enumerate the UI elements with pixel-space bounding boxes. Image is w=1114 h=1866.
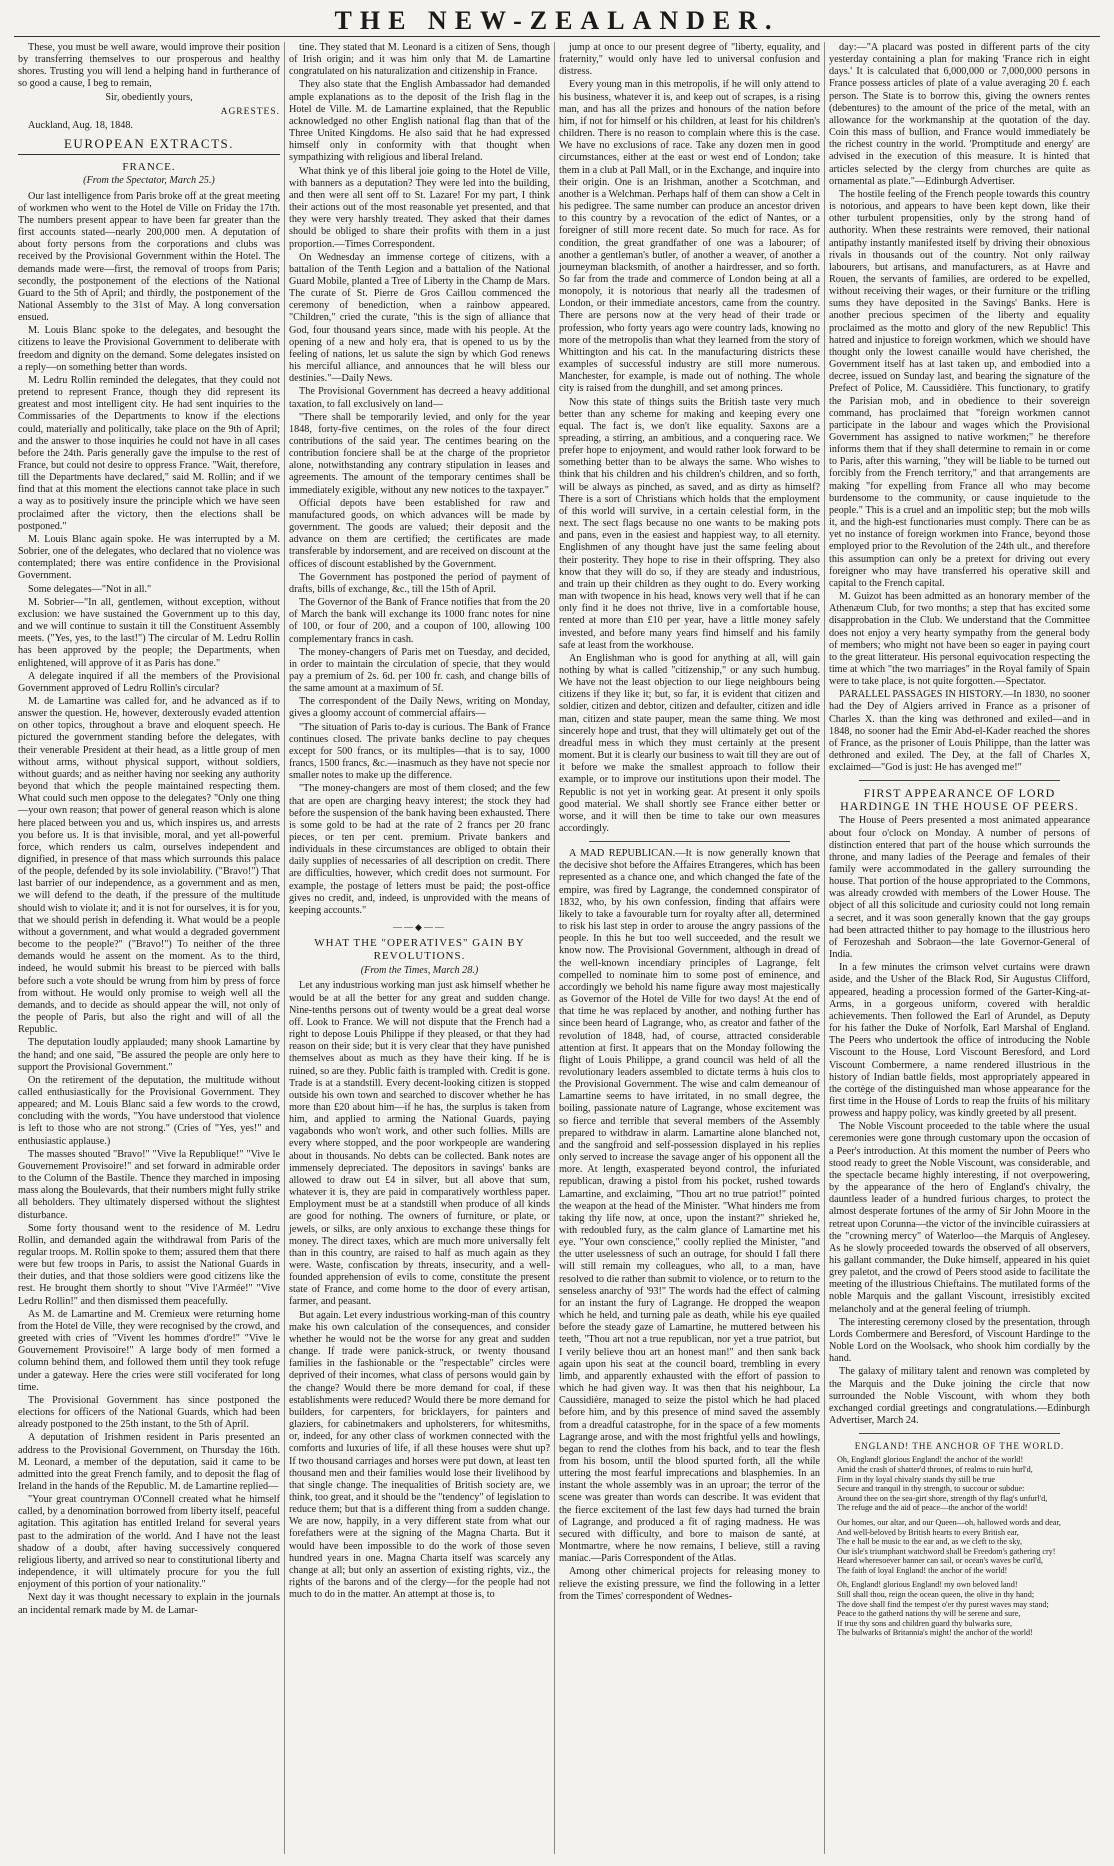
article-chimerical-projects: Among other chimerical projects for releasing money to relieve the existing pressure, we find the following in a letter from the Times' correspondent of Wednes- (559, 1566, 820, 1602)
article-paragraph: "The money-changers are most of them closed; and the few that are open are charging heavy interest; the stock they had before the suspension of the bank having been exhausted. There is some gold to be had at the rate of 2 francs per 20 franc pieces, or ten per cent. premium. Private bankers and individuals in these circumstances are obliged to obtain their daily supplies of necessaries of all description on credit. There are difficulties, however, which credit does not surmount. For example, the postage of letters must be paid; the post-office gives no credit, and, indeed, is unprovided with the means of keeping accounts." (289, 783, 550, 916)
poem-line: The e hall be music to the ear and, as we cleft to the sky, (837, 1537, 1022, 1547)
article-paragraph: Some delegates—"Not in all." (28, 583, 152, 595)
article-paragraph: Official depots have been established for raw and manufactured goods, on which advances will be made by government. The goods are valued; their deposit and the advance on them are certified; the certificates are made transferable by indorsement, and are received on discount at the offices of discount established by the Government. (289, 497, 550, 570)
article-paragraph: What think ye of this liberal joie going to the Hotel de Ville, with banners as a deputation? They were led into the building, and then were all sent off to St. Lazare! For my part, I think their actions out of the most reasonable yet presented, and that they were very harshly treated. They asked that their dames should be obliged to share their profits with them in a just proportion.—Times Correspondent. (289, 165, 550, 250)
article-source: (From the Spectator, March 25.) (83, 175, 215, 187)
section-title-european-extracts: EUROPEAN EXTRACTS. (18, 138, 280, 155)
article-body-operatives (289, 980, 550, 1601)
section-divider (589, 841, 790, 842)
article-body-operatives-continued (559, 42, 820, 835)
letter-close: Sir, obediently yours, (105, 91, 193, 103)
article-paragraph: The hostile feeling of the French people towards this country is notorious, and appears to have been kept down, like their other turbulent propensities, only by the strong hand of authority. When these restraints were removed, their national antipathy instantly manifested itself by driving their obnoxious rivals in thousands out of the country. Not only railway labourers, but artisans, and manufacturers, as at Havre and Rouen, the servants of families, are ordered to be expelled, without receiving their wages, or their furniture or the trifling sums they have deposited in the Savings' Banks. Here is another precious specimen of the liberty and equality proclaimed as the motto and glory of the new Republic! This hatred and injustice to foreign workmen, which we should have thought only the lowest canaille would have cherished, the Government itself has at last taken up, and embodied into a decree, issued on Sunday last, and bearing the signature of the Prefect of Police, M. Caussidière. This functionary, to gratify the Parisian mob, and in obedience to their sovereign command, has proclaimed that "foreign workmen cannot participate in the labour and wages which the Provisional Government has assigned to native workmen;" he therefore informs them that if they shall determine to remain in or come to Paris, after this warning, "they will be liable to be turned out forcibly from the French territory," and that arrangements are making "for expelling from France all who may become burdensome to the community, or cause inquietude to the people." This is a cruel and an impolitic step; but the mob wills it, and the high-est functionaries must comply. There can be as yet no instance of foreign workmen into France, beyond those employed prior to the Revolution of the 24th ult., and therefore this assumption can only be a pretext for driving out every foreigner who may have transferred his operative skill and capital to the French capital. (829, 188, 1090, 589)
article-paragraph: The Government has postponed the period of payment of drafts, bills of exchange, &c., till the 15th of April. (289, 571, 550, 595)
article-title-lord-hardinge: FIRST APPEARANCE OF LORD HARDINGE IN THE HOUSE OF PEERS. (840, 786, 1079, 814)
poem-line: The refuge and the aid of peace—the anchor of the world! (837, 1503, 1028, 1513)
newspaper-title: THE NEW-ZEALANDER. (334, 6, 780, 35)
poem-title: ENGLAND! THE ANCHOR OF THE WORLD. (854, 1441, 1065, 1452)
article-paragraph: "Your great countryman O'Connell created what he himself called, by a denomination borrowed from liberty itself, peaceful agitation. This agitation has entitled Ireland for several years past to the admiration of the world. And I have not the least shadow of a doubt, after having successively conquered religious liberty, and arrived so near to constitutional liberty and independence, it will ultimately procure for you the full enjoyment of this portion of your nationality." (18, 1494, 280, 1591)
masthead-rule (14, 36, 1100, 37)
poem-line: Firm in thy loyal chivalry stands thy still be true (837, 1474, 996, 1484)
poem-line: Peace to the gatherd nations thy will be serene and sure, (837, 1609, 1021, 1619)
article-title-operatives: WHAT THE "OPERATIVES" GAIN BY REVOLUTIONS. (314, 937, 525, 963)
section-divider: ——◆—— (393, 922, 446, 933)
article-source: (From the Times, March 28.) (360, 965, 479, 977)
poem-line: The faith of loyal England! the anchor of the world! (837, 1565, 1008, 1575)
article-paragraph: Let any industrious working man just ask himself whether he would be at all the better for any great and sudden change. Nine-tenths persons out of twenty would be a great deal worse off. Look to France. We will not dispute that the French had a right to depose Louis Philippe if they pleased, or that they had reason on their side; but it is very clear that they have punished themselves about as much as they have their king. If he is ruined, so are they. Public faith is trampled with. Credit is gone. Trade is at a standstill. Every decent-looking citizen is stopped outside his own town and searched to discover whether he has more than £20 about him—if he has, the surplus is taken from him, and applied to arming the National Guards, paying vagabonds who won't work, and other such follies. Mills are every where stopped, and the poor workpeople are wandering about in thousands. No debts can be collected. Bank notes are immensely depreciated. The depositors in savings' banks are allowed to draw out £4 in silver, but all above that sum, whatever it is, they are paid in comparatively worthless paper. Employment must be at a standstill when produce of all kinds are good for nothing. The owners of furniture, or plate, or jewels, or silks, are only anxious to exchange these things for money. The direct taxes, which are much more universally felt than in this country, are raised to half as much again as they were. Waste, confiscation by threats, insecurity, and a well-founded apprehension of evils to come, constitute the present state of France, and come home to the door of every artisan, farmer, and peasant. (289, 980, 550, 1308)
article-paragraph: A delegate inquired if all the members of the Provisional Government approved of Ledru Rollin's circular? (18, 670, 280, 694)
newspaper-columns (14, 42, 1100, 1854)
column-3 (554, 42, 824, 1854)
article-paragraph: M. Sobrier—"In all, gentlemen, without exception, without exclusion: we have sustained the Government up to this day, and we will continue to sustain it till the Constituent Assembly meets. ("Yes, yes, to the last!") The circular of M. Ledru Rollin has been approved by the people; the Departments, when enlightened, will approve of it as Paris has done." (18, 596, 280, 669)
section-divider (859, 1433, 1060, 1434)
article-paragraph: "The situation of Paris to-day is curious. The Bank of France continues closed. The private banks decline to pay cheques except for 500 francs, or its multiples—that is to say, 1000 francs, 1500 francs, &c.—inasmuch as they have not specie nor smaller notes to make up the difference. (289, 721, 550, 782)
article-paragraph: day:—"A placard was posted in different parts of the city yesterday containing a plan for making 'France rich in eight days.' It is calculated that 6,000,000 or 7,000,000 persons in France possess articles of plate of a value averaging 20 f. each person. The State is to borrow this, giving the owners rentes (debentures) to the amount of the price of the metal, with an allowance for the workmanship at the quotation of the day. Coin this mass of bullion, and France would immediately be the richest country in the world. 'Promptitude and energy' are advised in the execution of this measure. It is hinted that articles selected by the clergy from churches are quite as ornamental as plate."—Edinburgh Advertiser. (829, 42, 1090, 187)
poem-line: Our isle's triumphant watchword shall be Freedom's gathering cry! (837, 1546, 1056, 1556)
article-title-france: FRANCE. (122, 161, 176, 174)
article-paragraph: M. Guizot has been admitted as an honorary member of the Athenæum Club, for two months; a step that has excited some disapprobation in the Club. We understand that the Committee does not enjoy a very hearty sympathy from the general body of members; who might not have been so eager in paying court to the great litterateur. His personal equivocation respecting the time at which "the two marriages" in the Royal family of Spain were to take place, is not quite forgotten.—Spectator. (829, 591, 1090, 688)
article-body-miscellany (829, 42, 1090, 774)
poem-stanza (837, 1455, 1090, 1513)
poem-line: Heard wheresoever banner can sail, or ocean's waves be curl'd, (837, 1556, 1043, 1566)
poem-line: If true thy sons and children guard thy bulwarks sure, (837, 1618, 1013, 1628)
letter-date: Auckland, Aug. 18, 1848. (28, 119, 133, 131)
poem-line: The bulwarks of Britannia's might! the anchor of the world! (837, 1628, 1033, 1638)
article-paragraph: The Noble Viscount proceeded to the table where the usual ceremonies were gone through customary upon the occasion of a Peer's introduction. At this moment the number of Peers who stood ready to greet the Noble Viscount, was considerable, and the spectacle became highly interesting, if not overpowering, by the appearance of the hero of England's chivalry, the dauntless leader of a hundred furious charges, to protect the almost desperate fortunes of the army of Sir John Moore in the retreat upon Corunna—the victor of the invincible cuirassiers at the "crowning mercy" of Waterloo—the Marquis of Anglesey. As he slowly proceeded towards the observed of all observers, his gallant commander, the Duke himself, appeared in his quiet grey paletot, and the crowd of Peers stood aside to facilitate the meeting of the illustrious Chieftains. The mutilated forms of the noble Marquis and the gallant Viscount, irresistibly excited melancholy and at the general feeling of triumph. (829, 1121, 1090, 1315)
article-body-france-continued (289, 42, 550, 917)
article-paragraph: They also state that the English Ambassador had demanded ample explanations as to the deposit of the Irish flag in the Hotel de Ville. M. de Lamartine explained, that the Republic acknowledged no other English national flag than that of the Three United Kingdoms. He also said that he had expressed himself only in conformity with that thought when sympathizing with religious and liberal Ireland. (289, 79, 550, 164)
article-paragraph: The interesting ceremony closed by the presentation, through Lords Combermere and Beresford, of Viscount Hardinge to the Noble Lord on the Woolsack, who shook him cordially by the hand. (829, 1316, 1090, 1365)
letter-paragraph: These, you must be well aware, would improve their position by transferring themselves to our prosperous and healthy shores. Trusting you will lend a helping hand in furtherance of so good a cause, I beg to remain, (18, 42, 280, 90)
article-body-lord-hardinge (829, 815, 1090, 1427)
poem-stanza (837, 1580, 1090, 1638)
poem-line: The dove shall find the tempest o'er thy purest waves may stand; (837, 1599, 1049, 1609)
article-paragraph: In a few minutes the crimson velvet curtains were drawn aside, and the Usher of the Black Rod, Sir Augustus Clifford, appeared, heading a procession formed of the Garter-King-at-Arms, in a gorgeous uniform, covered with heraldic achievements. Then followed the Earl of Arundel, as Deputy for his father the Duke of Norfolk, Earl Marshal of England. The Peers who undertook the office of introducing the Noble Viscount to the House, Lord Viscount Beresford, and Lord Viscount Combermere, a name rendered illustrious in the history of Indian battle fields, most appropriately appeared in the cortège of the distinguished man whose appearance for the first time in the House of Lords to reap the fruits of his military prowess and happy policy, was kindly greeted by all present. (829, 962, 1090, 1120)
letter-body (18, 42, 280, 132)
article-paragraph: Now this state of things suits the British taste very much better than any scheme for making and keeping every one equal. The fact is, we don't like equality. Saxons are a spreading, a stirring, an ambitious, and a conquering race. We prefer hope to enjoyment, and would rather look forward to be something better than to be always the same. Who wishes to think that his children and his children's children, and so forth, will be always as pinched, as saved, and as dirty as himself? There is a sort of Christians which holds that the employment of this world will survive, in a certain celestial form, in the next. The sect flags because no one wants to be making pots and pans, even in the easiest and happiest way, to all eternity. Englishmen of any thought have just the same feeling about their posterity. They hope to rise in their offspring. They also know that they will do so, if they are steady and industrious, and train up their children as they ought to do. Every working man with twopence in his head, knows very well that if he can only find it he does not thrive, live in a comfortable house, rented at more than £10 per year, have a little money safely invested, and before many years find himself and his family safe at least from the workhouse. (559, 396, 820, 651)
article-paragraph: The Governor of the Bank of France notifies that from the 20 of March the bank will exchange its 1000 franc notes for nine of 100, or four of 200, and a coupon of 100, allowing 100 complementary francs in cash. (289, 597, 550, 645)
column-4 (824, 42, 1094, 1854)
column-1 (14, 42, 284, 1854)
poem-line: Around thee on the sea-girt shore, strength of thy flag's unfurl'd, (837, 1493, 1048, 1503)
article-paragraph: Some forty thousand went to the residence of M. Ledru Rollin, and demanded again the withdrawal from Paris of the regular troops. M. Rollin spoke to them; assured them that there were but few troops in Paris, to assist the National Guards in their duties, and that those soldiers were good citizens like the rest. He brought them shortly to shout "Vive l'Armée!" "Vive Ledru Rollin!" and then dismissed them peacefully. (18, 1222, 280, 1307)
article-paragraph: But again. Let every industrious working-man of this country make his own calculation of the consequences, and consider whether he would not be the worse for any great and sudden change. If trade were panick-struck, or twenty thousand families in the fashionable or the "respectable" circles were deprived of their incomes, what class of persons would gain by the change? Would there be more demand for coal, if these establishments were reduced? Would there be more demand for builders, for carpenters, for bricklayers, for painters and glaziers, for cabinetmakers and upholsterers, for whitesmiths, or, indeed, for any other class of workmen connected with the comforts and luxuries of life, if all these houses were shut up? If two thousand carriages and horses were put down, at least ten thousand men and their families would lose their livelihood by that single change. The inequalities of British society are, we think, too great, and it should be the "tendency" of legislation to reduce them; but that is a different thing from a sudden change. We are now, happily, in a very different state from what our forefathers were at the signing of the Magna Charta. But it would have been impossible to do the work of those seven hundred years in one. Magna Charta itself was scarcely any change at all; but only an assertion of existing rights, viz., the rights of the barons and of the clergy—for the people had not much to do in the matter. An attempt at those is, to (289, 1309, 550, 1601)
poem-line: Amid the crash of shatter'd thrones, of realms to ruin hurl'd, (837, 1464, 1033, 1474)
article-paragraph: A deputation of Irishmen resident in Paris presented an address to the Provisional Government, on Thursday the 16th. M. Leonard, a member of the deputation, said it came to be admitted into the great French family, and to deposit the flag of Ireland in the hands of the Republic. M. de Lamartine replied— (18, 1432, 280, 1492)
poem-line: Oh, England! glorious England! the anchor of the world! (837, 1455, 1024, 1465)
poem-line: Still shall thou, reign the ocean queen, the olive in thy hand; (837, 1590, 1035, 1600)
article-paragraph: On Wednesday an immense cortege of citizens, with a battalion of the Tenth Legion and a battalion of the National Guard Mobile, planted a Tree of Liberty in the Champ de Mars. The curate of St. Pierre de Gros Caillou commenced the ceremony of benediction, when a rainbow appeared. "Children," cried the curate, "this is the sign of alliance that God, four thousand years since, made with his people. At the opening of a new and holy era, that is opened to us by the feeling of nations, let us salute the sign by which God renews his merciful alliance, and announces that he will bless our destinies."—Daily News. (289, 251, 550, 385)
article-paragraph: As M. de Lamartine and M. Cremieux were returning home from the Hotel de Ville, they were recognised by the crowd, and greeted with cries of "Vivent les hommes d'ordre!" "Vive le Gouvernement Provisoire!" A large body of men formed a column behind them, and followed them until they took refuge under a gateway. Here the cries were still vociferated for long time. (18, 1308, 280, 1393)
article-paragraph: M. de Lamartine was called for, and he advanced as if to answer the question. He, however, dexterously evaded attention on other topics, throughout a brave and eloquent speech. He pictured the government standing before the delegates, with their venerable President at their head, as a little group of men without arms, without physical support, without soldiers, without guards; and as neither having nor seeking any authority beyond that which the people maintained respecting them. What could such men oppose to the delegates? "Only one thing—your own reason; that power of general reason which is alone here placed between you and us, which inspires us, and arrests you before us. It is that invisible, moral, and yet all-powerful force, which renders us calm, ourselves independent and dignified, in presence of that mass which surrounds this palace of the people, defended by its sole inviolability. ("Bravo!") That last barrier of our independence, as a government and as men, we will defend to the death, if the pressure of the multitude should wish to violate it; and it is not for ourselves, it is for you, that we should perish in defending it. What would be a people without a government, and what would a degraded government become to the people?" ("Bravo!") To neither of the three demands would he assent on the moment. As to the third, indeed, he would submit his breast to be pierced with balls before such a vote should be wrung from him by press of force from without. He would only promise to weigh well all the demands, and to decide as should appear the will, not only of the people of Paris, but also the right and will of all the Republic. (18, 695, 280, 1036)
article-paragraph: The deputation loudly applauded; many shook Lamartine by the hand; and one said, "Be assured the people are only here to support the Provisional Government." (18, 1037, 280, 1073)
article-paragraph: The Provisional Government has decreed a heavy additional taxation, to fall exclusively on land— (289, 386, 550, 410)
article-body-france (18, 191, 280, 1617)
poem-body (829, 1455, 1090, 1638)
article-paragraph: M. Ledru Rollin reminded the delegates, that they could not pretend to represent France, though they did represent its greatest and most intelligent city. He had sent inquiries to the Commissaries of the Departments to know if the elections could, materially and politically, take place on the 9th of April; and the answer to those inquiries he could not have in all cases before the 24th. Paris generally gave the impulse to the rest of France, but could not desire to oppress France. "Wait, therefore, till the Departments have declared," said M. Rollin; and if we find that at this moment the elections cannot take place in such a way as to positively insure the principle which we have seen proclaimed after the victory, then the elections shall be postponed." (18, 374, 280, 532)
article-paragraph: jump at once to our present degree of "liberty, equality, and fraternity," would only have led to universal confusion and distress. (559, 42, 820, 78)
poem-line: Our homes, our altar, and our Queen—oh, hallowed words and dear, (837, 1517, 1061, 1527)
poem-line: And well-beloved by British hearts to every British ear, (837, 1527, 1019, 1537)
article-paragraph: The House of Peers presented a most animated appearance about four o'clock on Monday. A number of persons of distinction entered that part of the house which surrounds the throne, and many ladies of the Peerage and females of their family were accommodated in the gallery surrounding the house. That portion of the house appropriated to the Commons, was already crowded with members of the Lower House. The object of all this solicitude and curiosity could not long remain a secret, and it was soon generally known that the gay groups had been attracted thither to pay homage to the illustrious hero of Ferozeshah and Sobraon—the late Governor-General of India. (829, 815, 1090, 961)
column-2 (284, 42, 554, 1854)
article-paragraph: Every young man in this metropolis, if he will only attend to his business, whatever it is, and keep out of scrapes, is a rising man, and has all the prizes and honours of the nation before him, if not for himself or his children, at least for his children's children. There is no reason to complain where this is the case. We have no exclusions of race. Take any dozen men in good circumstances, either at the east or west end of London; take them in a club at Pall Mall, or in the Exchange, and inquire into their origin. One is an Irishman, another a Scotchman, and another is a Welchman. Perhaps half of them can show a Celt in his pedigree. The same number can produce an ancestor driven to this country by a revocation of the edict of Nantes, or a foreigner of still more recent date. So much for race. As for condition, the great grandfather of one was a labourer; of another a gentleman's butler, of another a weaver, of another a journeyman blacksmith, of another a hairdresser, and so forth. So far from the trade and commerce of London being at all a monopoly, it is notorious that nearly all the tradesmen of London, or their immediate ancestors, came from the country. There are persons now at the very head of their trade or profession, who forty years ago were country lads, knowing no more of the metropolis than what they learned from the story of Whittington and his cat. In the manufacturing districts these examples of successful industry are still more numerous. Manchester, for example, is made out of nothing. The whole city is raised from the dunghill, and set among princes. (559, 79, 820, 395)
article-paragraph: The money-changers of Paris met on Tuesday, and decided, in order to maintain the circulation of specie, that they would pay a premium of 2s. 6d. per 100 fr. cash, and change bills of the same amount at a maximum of 5f. (289, 646, 550, 695)
article-paragraph: On the retirement of the deputation, the multitude without called enthusiastically for the Provisional Government. They appeared; and M. Louis Blanc said a few words to the crowd, concluding with the words, "You have understood that violence is left to those who are not strong." (Cries of "Yes, yes!" and enthusiastic applause.) (18, 1074, 280, 1147)
poem-stanza (837, 1518, 1090, 1576)
section-divider (859, 780, 1060, 781)
poem-line: Secure and tranquil in thy strength, to succour or subdue: (837, 1484, 1025, 1494)
letter-signature: AGRESTES. (220, 106, 280, 117)
article-paragraph: tine. They stated that M. Leonard is a citizen of Sens, though of Irish origin; and it was him only that M. de Lamartine congratulated on his naturalization and citizenship in France. (289, 42, 550, 78)
article-paragraph: Next day it was thought necessary to explain in the journals an incidental remark made by M. de Lamar- (18, 1592, 280, 1616)
article-paragraph: The masses shouted "Bravo!" "Vive la Republique!" "Vive le Gouvernement Provisoire!" and set forward in admirable order to the Column of the Bastile. Thence they marched in imposing mass along the Boulevards, that their numbers might fully strike all beholders. They ultimately dispersed without the slightest disturbance. (18, 1148, 280, 1221)
poem-line: Oh, England! glorious England! my own beloved land! (837, 1580, 1018, 1590)
article-paragraph: "There shall be temporarily levied, and only for the year 1848, forty-five centimes, on the roles of the four direct contributions of the said year. The centimes bearing on the contribution fonciere shall be at the charge of the proprietor alone, notwithstanding any contrary stipulation in leases and agreements. The amount of the temporary centimes shall be immediately exigible, without any new notices to the taxpayer." (289, 411, 550, 496)
article-paragraph: The correspondent of the Daily News, writing on Monday, gives a gloomy account of commercial affairs— (289, 696, 550, 720)
article-paragraph: The galaxy of military talent and renown was completed by the Marquis and the Duke joining the circle that now surrounded the Noble Viscount, with whom they both exchanged cordial greetings and congratulations.—Edinburgh Advertiser, March 24. (829, 1366, 1090, 1427)
article-paragraph: PARALLEL PASSAGES IN HISTORY.—In 1830, no sooner had the Dey of Algiers arrived in France as a prisoner of Charles X. than the king was dethroned and exiled—and in 1848, no sooner had the Emir Abd-el-Kader reached the shores of France, as the prisoner of Louis Philippe, than the latter was dethroned and exiled. The Dey, at the fall of Charles X, exclaimed—"God is just: He has avenged me!" (829, 689, 1090, 774)
masthead (0, 0, 1114, 36)
article-mad-republican: A MAD REPUBLICAN.—It is now generally known that the decisive shot before the Affaires Etrangeres, which has been represented as a chance one, and which changed the fate of the empire, was fired by Lagrange, the condemned conspirator of 1832, who, by his own confession, finding that affairs were likely to take a favourable turn for royalty after all, determined to risk his last step in order to arouse the angry passions of the people. In this he but too well succeeded, and the result we know now. The Provisional Government, although in dread of the well-known incendiary principles of Lagrange, felt compelled to nominate him to some post of eminence, and accordingly we behold his name figure away most majestically as Governor of the Hotel de Ville for two days! At the end of that time he was replaced by another, and nothing further has since been heard of Lagrange, who, as creator and father of the revolution of 1848, had, of course, attracted considerable attention at first. It appears that on the Monday following the flight of Louis Philippe, a grand council was held of all the revolutionary leaders assembled to dictate terms à huis clos to the Provisional Government. The wise and calm demeanour of Lamartine seems to have irritated, in no small degree, the boiling, passionate nature of Lagrange, whose excitement was so fierce and terrible that several members of the Assembly prepared to withdraw in alarm. Lamartine alone blanched not, and the sangfroid and self-possession displayed in his replies only served to increase the savage anger of his opponent all the more. At length, exasperated beyond control, the infuriated republican, drawing a pistol from his pocket, rushed towards Lamartine, and exclaiming, "Thou art no true patriot!" pointed the weapon at the head of the Minister. "What hinders me from taking thy life now, at once, upon the instant?" shrieked he, with redoubled fury, as the calm glance of Lamartine met his eye. "Your own conscience," coolly replied the Minister, "and the utter uselessness of such an outrage, for should I fall there will still remain my colleagues, who all, to a man, have resolved to die rather than submit to violence, or to return to the senseless anarchy of '93!" The words had the effect of calming for an instant the fury of Lagrange. He dropped the weapon which he held, and turning pale as death, while his eye quailed before the steady gaze of Lamartine, he muttered between his teeth, "Thou art not a true republican, nor yet a true patriot, but I verily believe thou art an honest man!" and then sank back again upon his seat at the council board, trembling in every limb, and apparently exhausted with the effort of passion to which he had given way. It was then that his neighbour, La Caussidière, managed to seize the pistol which he had placed before him, and by this presence of mind saved the assembly from a dreadful catastrophe, for in the space of a few moments Lagrange arose, and with the most frightful yells and howlings, began to rend the clothes from his back, and to tear the flesh from his bosom, until the blood spurted forth, all the while uttering the most fearful imprecations and blasphemies. In an instant the whole assembly was in an uproar; the terror of the scene was greater than words can describe. It was evident that the fierce excitement of the last few days had turned the brain of Lagrange, and produced a fit of raging madness. He was secured with difficulty, and bore to maison de santé, at Montmartre, where he now remains, I believe, still a raving maniac.—Paris Correspondent of the Atlas. (559, 848, 820, 1565)
article-paragraph: Our last intelligence from Paris broke off at the great meeting of workmen who went to the Hotel de Ville on Friday the 17th. The numbers present appear to have been far greater than the first accounts stated—nearly 200,000 men. A deputation of about forty persons from the corporations and clubs was received by the Provisional Government within the Hotel. The demands made were—first, the removal of troops from Paris; secondly, the postponement of the elections of the National Guard to the 5th of April; and thirdly, the postponement of the National Assembly to the 31st of May. A long conversation ensued. (18, 190, 280, 324)
article-paragraph: The Provisional Government has since postponed the elections for officers of the National Guards, which had been already postponed to the 25th instant, to the 5th of April. (18, 1394, 280, 1431)
article-paragraph: M. Louis Blanc again spoke. He was interrupted by a M. Sobrier, one of the delegates, who declared that no violence was contemplated; there was entire confidence in the Provisional Government. (18, 533, 280, 582)
article-paragraph: M. Louis Blanc spoke to the delegates, and besought the citizens to leave the Provisional Government to deliberate with freedom and dignity on the demand. Some delegates insisted on a reply—on something better than words. (18, 325, 280, 373)
article-paragraph: An Englishman who is good for anything at all, will gain nothing by what is called "citizenship," or any such humbug. We have not the least objection to our liege neighbours being citizens if they like it; but, so far, it is evident that citizen and soldier, citizen and debtor, citizen and defaulter, citizen and idle man, citizen and state pauper, mean the same thing. We most sincerely hope and trust, that they will ultimately get out of the dreadful mess in which they must certainly at the present moment. But it is clearly our business to wait till they are out of it before we make the smallest approach to follow their example, or to improve our institutions upon their model. The Republic is not yet in working gear. At present it only spoils good material. We shall shortly see France either better or worse, and it will then be time to take our own measures accordingly. (559, 652, 820, 834)
